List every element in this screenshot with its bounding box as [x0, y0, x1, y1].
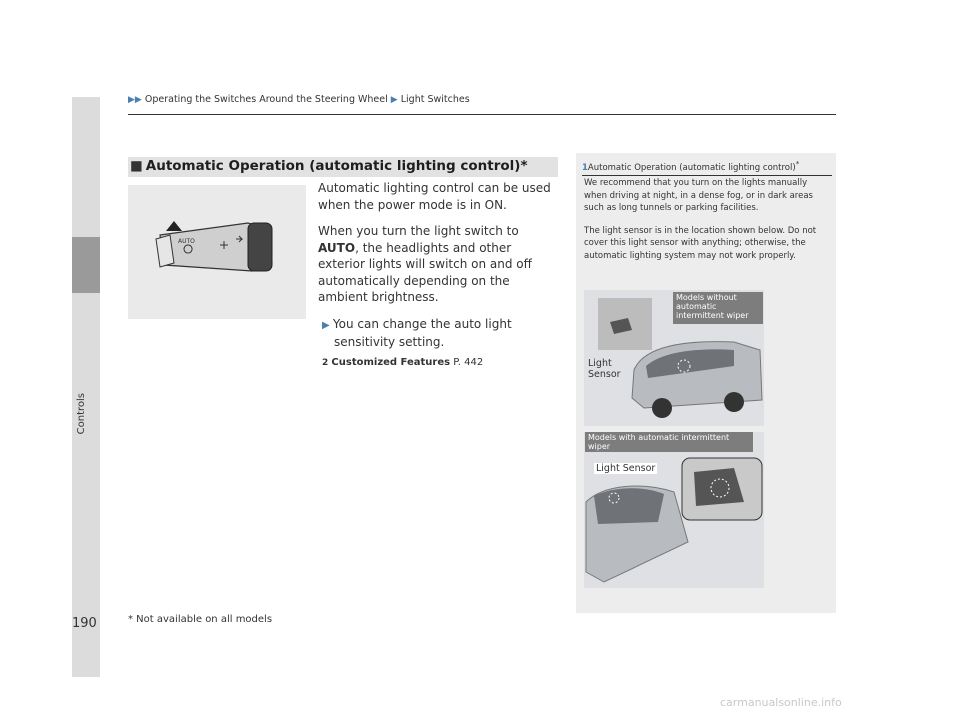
breadcrumb-arrow-icon: ▶	[390, 95, 398, 105]
footnote: * Not available on all models	[128, 614, 273, 625]
reference-icon: 2	[322, 357, 332, 368]
reference-page[interactable]: P. 442	[453, 356, 484, 368]
sidebar-paragraph-2: The light sensor is in the location shown below. Do not cover this light sensor with anything; otherwise, the automatic lighting system may not work properly.	[584, 225, 817, 261]
auto-switch-label: AUTO	[178, 238, 195, 245]
van-drawing-2	[584, 432, 764, 588]
light-switch-drawing	[128, 185, 306, 319]
main-body	[318, 180, 560, 371]
section-square-icon: ■	[130, 158, 143, 174]
breadcrumb	[128, 94, 470, 105]
auto-keyword: AUTO	[318, 240, 356, 255]
light-sensor-label-1: Light Sensor	[588, 358, 621, 380]
body-subpoint: ▶ You can change the auto light sensitivity setting.	[322, 316, 512, 349]
breadcrumb-part2[interactable]: Light Switches	[400, 94, 470, 105]
side-tab	[72, 97, 100, 677]
body-paragraph-1: Automatic lighting control can be used when the power mode is in ON.	[318, 181, 551, 212]
page-number: 190	[72, 616, 97, 631]
section-title: Automatic Operation (automatic lighting control)	[145, 158, 521, 174]
breadcrumb-part1[interactable]: Operating the Switches Around the Steering Wheel	[144, 94, 388, 105]
sidebar-title: 1Automatic Operation (automatic lighting control)*	[582, 159, 832, 176]
side-tab-label: Controls	[76, 393, 87, 435]
light-sensor-label-2: Light Sensor	[596, 463, 656, 474]
body-paragraph-2: When you turn the light switch to AUTO, the headlights and other exterior lights will switch on and off automatically depending on the ambient brightness.	[318, 224, 532, 304]
subpoint-arrow-icon: ▶	[322, 319, 333, 331]
note-icon: 1	[582, 162, 588, 173]
light-sensor-photo-2	[584, 432, 764, 588]
model-tag-without-auto-wiper: Models without automatic intermittent wiper	[673, 292, 763, 324]
light-switch-illustration	[128, 185, 306, 319]
section-heading	[128, 157, 558, 177]
cross-reference[interactable]	[322, 355, 560, 372]
section-star: *	[520, 158, 528, 174]
header-rule	[128, 114, 836, 115]
sidebar-text	[584, 177, 830, 272]
sidebar-paragraph-1: We recommend that you turn on the lights manually when driving at night, in a dense fog, or in dark areas such as long tunnels or parking facilities.	[584, 178, 813, 213]
breadcrumb-arrow-icon: ▶▶	[128, 95, 142, 105]
reference-label[interactable]: Customized Features	[331, 356, 451, 368]
model-tag-with-auto-wiper: Models with automatic intermittent wiper	[585, 432, 753, 452]
watermark: carmanualsonline.info	[720, 696, 842, 709]
side-tab-marker	[72, 237, 100, 293]
